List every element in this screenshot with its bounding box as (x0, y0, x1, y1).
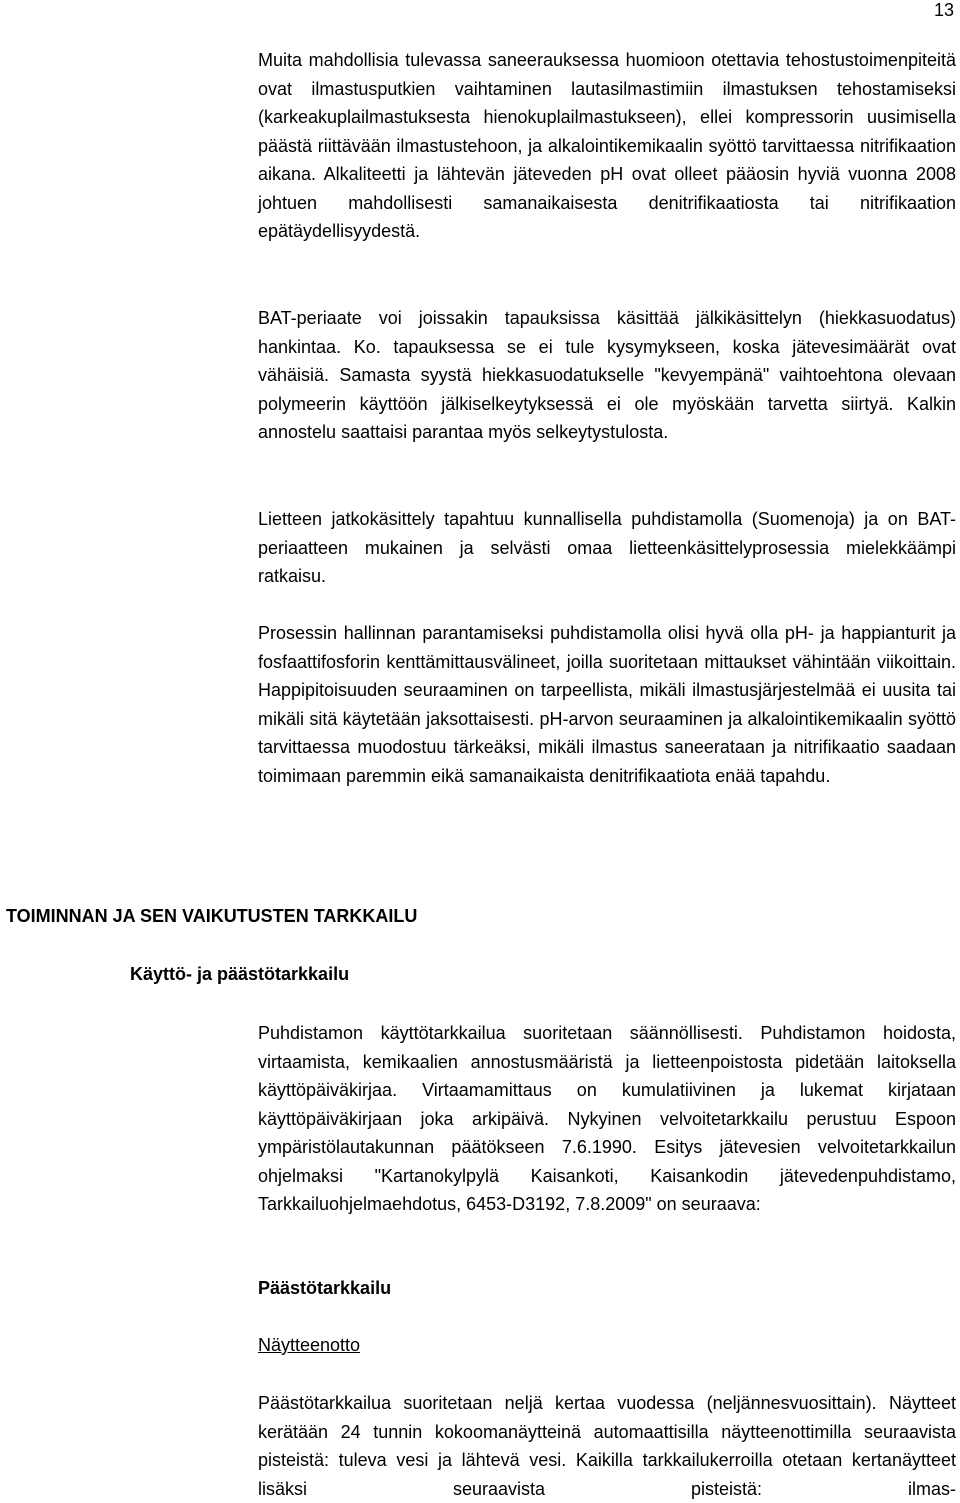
page-number: 13 (933, 0, 954, 20)
section-heading: TOIMINNAN JA SEN VAIKUTUSTEN TARKKAILU (6, 906, 418, 926)
emission-monitoring-heading: Päästötarkkailu (258, 1278, 392, 1298)
paragraph-process-control: Prosessin hallinnan parantamiseksi puhdistamolla olisi hyvä olla pH- ja happianturit ja fosfaattifosforin kenttämittausvälineet, joilla suoritetaan mittaukset vähintään viikoittain. Happipitoisuuden seuraaminen on tarpeellista, mikäli ilmastusjärjestelmää ei uusita tai mikäli sitä käytetään jaksottaisesti. pH-arvon seuraaminen ja alkalointikemikaalin syöttö tarvittaessa muodostuu tärkeäksi, mikäli ilmastus saneerataan ja nitrifikaatio saadaan toimimaan paremmin eikä samanaikaista denitrifikaatiota enää tapahdu. (258, 623, 956, 786)
subsection-heading: Käyttö- ja päästötarkkailu (130, 964, 350, 984)
paragraph-improvement-measures: Muita mahdollisia tulevassa saneerauksessa huomioon otettavia tehostustoimenpiteitä ovat ilmastusputkien vaihtaminen lautasilmastimiin ilmastuksen tehostamiseksi (karkeakuplailmastuksesta hienokuplailmastukseen), ellei kompressorin uusimisella päästä riittävään ilmastustehoon, ja alkalointikemikaalin syöttö tarvittaessa nitrifikaation aikana. Alkaliteetti ja lähtevän jäteveden pH ovat olleet pääosin hyviä vuonna 2008 johtuen mahdollisesti samanaikaisesta denitrifikaatiosta tai nitrifikaation epätäydellisyydestä. (258, 50, 956, 241)
paragraph-sampling-details: Päästötarkkailua suoritetaan neljä kertaa vuodessa (neljännesvuosittain). Näytteet kerätään 24 tunnin kokoomanäytteinä automaattisilla näytteenottimilla seuraavista pisteistä: tuleva vesi ja lähtevä vesi. Kaikilla tarkkailukerroilla otetaan kertanäytteet lisäksi seuraavista pisteistä: ilmas- (258, 1393, 956, 1499)
paragraph-bat-principle: BAT-periaate voi joissakin tapauksissa käsittää jälkikäsittelyn (hiekkasuodatus) hankintaa. Ko. tapauksessa se ei tule kysymykseen, koska jätevesimäärät ovat vähäisiä. Samasta syystä hiekkasuodatukselle "kevyempänä" vaihtoehtona olevaan polymeerin käyttöön jälkiselkeytyksessä ei ole myöskään tarvetta siirtyä. Kalkin annostelu saattaisi parantaa myös selkeytystulosta. (258, 308, 956, 442)
paragraph-operational-monitoring: Puhdistamon käyttötarkkailua suoritetaan säännöllisesti. Puhdistamon hoidosta, virtaamista, kemikaalien annostusmääristä ja lietteenpoistosta pidetään laitoksella käyttöpäiväkirjaa. Virtaamamittaus on kumulatiivinen ja lukemat kirjataan käyttöpäiväkirjaan joka arkipäivä. Nykyinen velvoitetarkkailu perustuu Espoon ympäristölautakunnan päätökseen 7.6.1990. Esitys jätevesien velvoitetarkkailun ohjelmaksi "Kartanokylpylä Kaisankoti, Kaisankodin jätevedenpuhdistamo, Tarkkailuohjelmaehdotus, 6453-D3192, 7.8.2009" on seuraava: (258, 1023, 956, 1214)
paragraph-sludge-treatment: Lietteen jatkokäsittely tapahtuu kunnallisella puhdistamolla (Suomenoja) ja on BAT-periaatteen mukainen ja selvästi omaa lietteenkäsittelyprosessia mielekkäämpi ratkaisu. (258, 509, 956, 586)
sampling-heading: Näytteenotto (258, 1335, 361, 1355)
